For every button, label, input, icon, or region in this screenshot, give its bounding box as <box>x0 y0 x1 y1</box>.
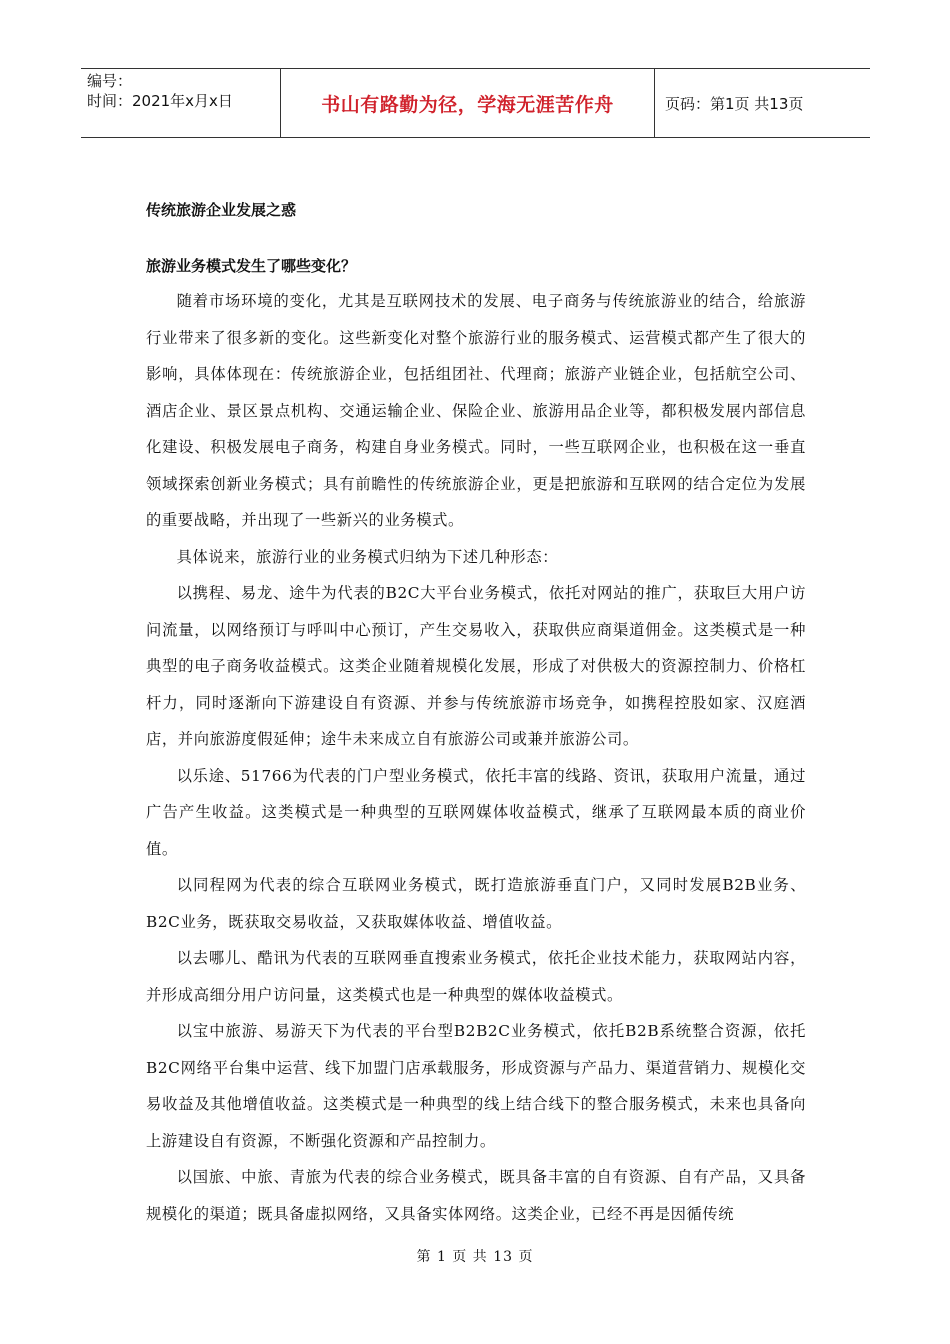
body-paragraph: 以国旅、中旅、青旅为代表的综合业务模式，既具备丰富的自有资源、自有产品，又具备规模化的渠道；既具备虚拟网络，又具备实体网络。这类企业，已经不再是因循传统 <box>146 1168 806 1223</box>
page-footer: 第 1 页 共 13 页 <box>416 1249 534 1265</box>
document-body <box>146 283 806 1232</box>
body-paragraph: 以乐途、51766为代表的门户型业务模式，依托丰富的线路、资讯，获取用户流量，通过广告产生收益。这类模式是一种典型的互联网媒体收益模式，继承了互联网最本质的商业价值。 <box>146 766 806 858</box>
document-number-label: 编号： <box>87 72 133 90</box>
header-page-info-cell <box>655 69 870 137</box>
page-header <box>81 68 870 138</box>
section-title: 旅游业务模式发生了哪些变化？ <box>146 257 357 275</box>
body-paragraph: 以同程网为代表的综合互联网业务模式，既打造旅游垂直门户，又同时发展B2B业务、B2C业务，既获取交易收益，又获取媒体收益、增值收益。 <box>146 876 806 931</box>
body-paragraph: 以宝中旅游、易游天下为代表的平台型B2B2C业务模式，依托B2B系统整合资源，依托B2C网络平台集中运营、线下加盟门店承载服务，形成资源与产品力、渠道营销力、规模化交易收益及其他增值收益。这类模式是一种典型的线上结合线下的整合服务模式，未来也具备向上游建设自有资源，不断强化资源和产品控制力。 <box>146 1022 806 1150</box>
body-paragraph: 随着市场环境的变化，尤其是互联网技术的发展、电子商务与传统旅游业的结合，给旅游行业带来了很多新的变化。这些新变化对整个旅游行业的服务模式、运营模式都产生了很大的影响，具体体现在：传统旅游企业，包括组团社、代理商；旅游产业链企业，包括航空公司、酒店企业、景区景点机构、交通运输企业、保险企业、旅游用品企业等，都积极发展内部信息化建设、积极发展电子商务，构建自身业务模式。同时，一些互联网企业，也积极在这一垂直领域探索创新业务模式；具有前瞻性的传统旅游企业，更是把旅游和互联网的结合定位为发展的重要战略，并出现了一些新兴的业务模式。 <box>146 292 806 529</box>
header-meta <box>81 69 281 137</box>
body-paragraph: 以携程、易龙、途牛为代表的B2C大平台业务模式，依托对网站的推广，获取巨大用户访问流量，以网络预订与呼叫中心预订，产生交易收入，获取供应商渠道佣金。这类模式是一种典型的电子商务收益模式。这类企业随着规模化发展，形成了对供极大的资源控制力、价格杠杆力，同时逐渐向下游建设自有资源、并参与传统旅游市场竞争，如携程控股如家、汉庭酒店，并向旅游度假延伸；途牛未来成立自有旅游公司或兼并旅游公司。 <box>146 584 806 748</box>
document-title: 传统旅游企业发展之惑 <box>146 201 297 219</box>
motto-text: 书山有路勤为径，学海无涯苦作舟 <box>321 93 614 116</box>
body-paragraph: 以去哪儿、酷讯为代表的互联网垂直搜索业务模式，依托企业技术能力，获取网站内容，并形成高细分用户访问量，这类模式也是一种典型的媒体收益模式。 <box>146 949 806 1004</box>
page-info: 页码：第1页 共13页 <box>665 94 804 113</box>
document-date: 时间：2021年x月x日 <box>87 92 233 110</box>
body-paragraph: 具体说来，旅游行业的业务模式归纳为下述几种形态： <box>176 547 559 566</box>
header-motto-cell <box>281 69 655 137</box>
